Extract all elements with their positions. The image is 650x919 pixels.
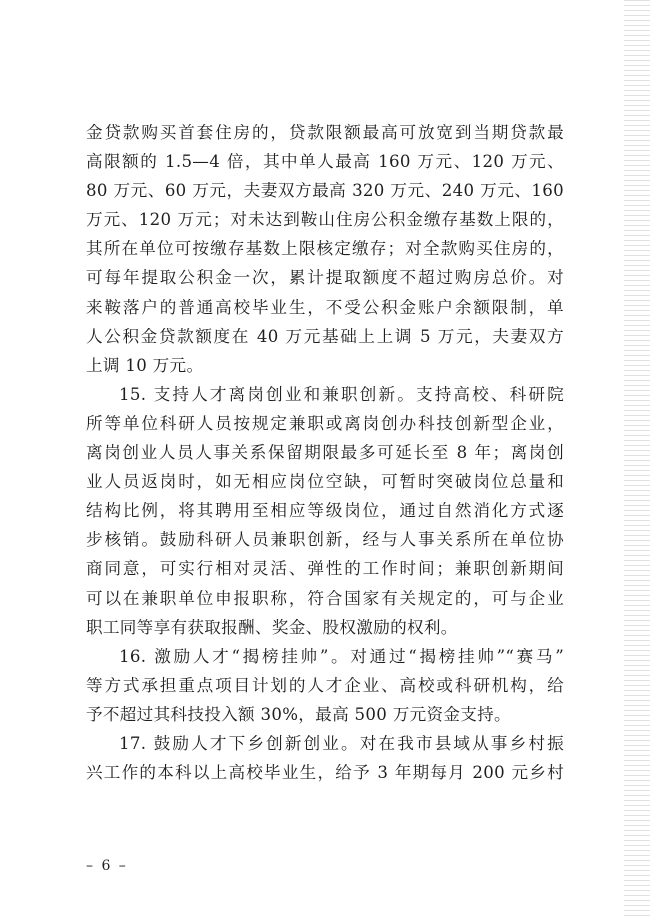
text-line: 万元、120 万元；对未达到鞍山住房公积金缴存基数上限的， [86, 210, 564, 230]
text-line: 兴工作的本科以上高校毕业生，给予 3 年期每月 200 元乡村 [86, 763, 564, 783]
text-line: 业人员返岗时，如无相应岗位空缺，可暂时突破岗位总量和 [86, 472, 564, 492]
paragraph-17-heading-line: 17. 鼓励人才下乡创新创业。对在我市县域从事乡村振 [119, 733, 564, 753]
text-line: 可以在兼职单位申报职称，符合国家有关规定的，可与企业 [86, 588, 564, 608]
text-line: 步核销。鼓励科研人员兼职创新，经与人事关系所在单位协 [86, 530, 564, 550]
text-line: 其所在单位可按缴存基数上限核定缴存；对全款购买住房的， [86, 239, 564, 259]
text-line: 等方式承担重点项目计划的人才企业、高校或科研机构，给 [86, 675, 564, 695]
text-line: 所等单位科研人员按规定兼职或离岗创办科技创新型企业， [86, 413, 564, 433]
text-line: 80 万元、60 万元，夫妻双方最高 320 万元、240 万元、160 [86, 181, 564, 201]
text-line: 结构比例，将其聘用至相应等级岗位，通过自然消化方式逐 [86, 501, 564, 521]
text-line: 予不超过其科技投入额 30%，最高 500 万元资金支持。 [86, 704, 511, 724]
text-line: 职工同等享有获取报酬、奖金、股权激励的权利。 [86, 617, 458, 637]
text-line: 商同意，可实行相对灵活、弹性的工作时间；兼职创新期间 [86, 559, 564, 579]
text-line: 来鞍落户的普通高校毕业生，不受公积金账户余额限制，单 [86, 297, 564, 317]
text-line: 金贷款购买首套住房的，贷款限额最高可放宽到当期贷款最 [86, 123, 564, 142]
body-text [86, 118, 564, 787]
text-line: 上调 10 万元。 [86, 355, 204, 375]
paragraph-16-heading-line: 16. 激励人才“揭榜挂帅”。对通过“揭榜挂帅”“赛马” [119, 646, 564, 666]
paragraph-15-heading-line: 15. 支持人才离岗创业和兼职创新。支持高校、科研院 [119, 384, 564, 404]
text-line: 人公积金贷款额度在 40 万元基础上上调 5 万元，夫妻双方 [86, 326, 564, 346]
text-line: 离岗创业人员人事关系保留期限最多可延长至 8 年；离岗创 [86, 443, 564, 463]
page-number: – 6 – [86, 858, 128, 874]
text-line: 高限额的 1.5—4 倍，其中单人最高 160 万元、120 万元、 [86, 152, 564, 172]
page-edge-stack [624, 0, 650, 919]
page-edge-fade [584, 0, 624, 919]
text-line: 可每年提取公积金一次，累计提取额度不超过购房总价。对 [86, 268, 564, 288]
